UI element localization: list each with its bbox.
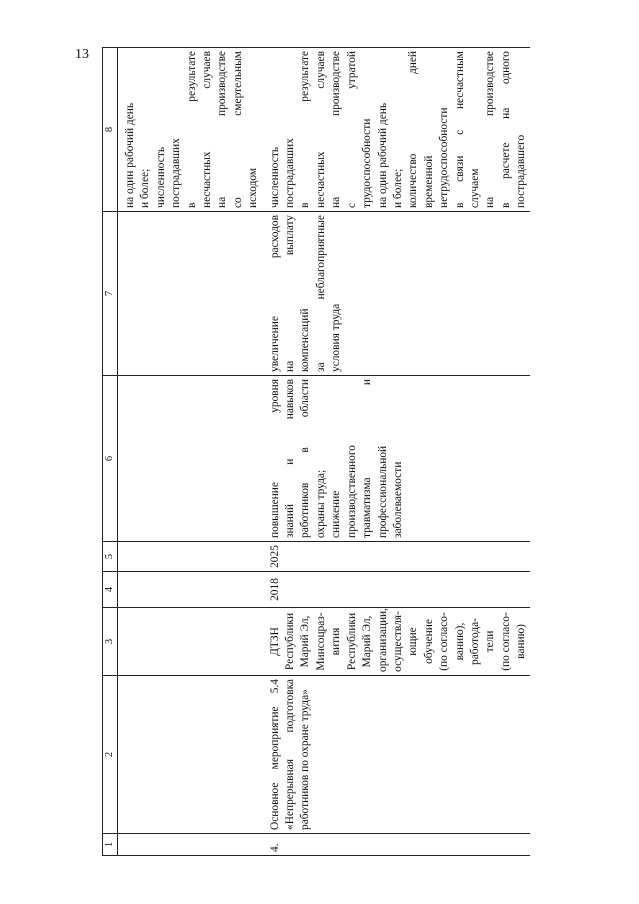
- text-line: производственного: [345, 445, 358, 538]
- header-cell: 4: [103, 572, 118, 608]
- text-line: (по согласо-: [499, 612, 512, 671]
- text-line: пострадавшего: [515, 134, 528, 208]
- text-line: в расчете на одного: [499, 51, 512, 208]
- text-line: за неблагоприятные: [314, 215, 327, 372]
- header-cell: 8: [103, 48, 118, 212]
- continuation-col8: [118, 48, 268, 212]
- text-line: нетрудоспособности: [438, 107, 451, 208]
- text-line: несчастных случаев: [314, 51, 327, 208]
- text-line: на один рабочий день: [124, 102, 136, 208]
- text-line: несчастных случаев: [201, 51, 214, 208]
- text-line: профессиональной: [376, 445, 389, 538]
- measures-table: [102, 47, 530, 856]
- start-year: 2018: [268, 572, 530, 608]
- text-line: в результате: [299, 51, 312, 208]
- text-line: организации,: [376, 608, 389, 672]
- table-header-row: [103, 48, 118, 856]
- text-line: знаний и навыков: [284, 379, 297, 538]
- header-cell: 5: [103, 542, 118, 572]
- text-line: снижение: [330, 490, 343, 538]
- text-line: ющие: [407, 627, 420, 656]
- text-line: вития: [330, 627, 343, 656]
- text-line: обучение: [422, 619, 435, 664]
- text-line: работников в области: [299, 379, 312, 538]
- row-number: 4.: [268, 834, 530, 856]
- header-cell: 1: [103, 834, 118, 856]
- text-line: количество дней: [407, 51, 420, 208]
- text-line: исходом: [247, 167, 260, 208]
- text-line: случаем: [468, 168, 481, 208]
- header-cell: 3: [103, 608, 118, 676]
- text-line: численность: [154, 146, 167, 208]
- text-line: увеличение расходов: [268, 215, 281, 372]
- text-line: «Непрерывная подготовка: [284, 679, 297, 830]
- text-line: работников по охране труда»: [299, 689, 312, 830]
- text-line: ванию),: [453, 622, 466, 661]
- responsible-executor: [268, 608, 530, 676]
- text-line: Основное мероприятие 5.4: [268, 679, 281, 830]
- text-line: компенсаций: [299, 308, 312, 372]
- text-line: с утратой: [345, 51, 358, 208]
- text-line: временной: [422, 155, 435, 208]
- text-line: в связи с несчастным: [453, 51, 466, 208]
- text-line: повышение уровня: [268, 379, 281, 538]
- text-line: травматизма и: [361, 379, 374, 538]
- text-line: заболеваемости: [391, 461, 404, 538]
- text-line: работода-: [468, 618, 481, 665]
- text-line: (по согласо-: [438, 612, 451, 671]
- text-line: и более;: [391, 168, 404, 208]
- text-line: пострадавших: [284, 138, 297, 208]
- header-cell: 2: [103, 676, 118, 834]
- text-line: на производстве: [330, 51, 343, 208]
- text-line: на один рабочий день: [376, 102, 389, 208]
- header-cell: 6: [103, 376, 118, 542]
- text-line: на производстве: [216, 51, 229, 208]
- text-line: трудоспособности: [361, 118, 374, 208]
- text-line: осуществля-: [391, 611, 404, 672]
- text-line: на производстве: [484, 51, 497, 208]
- text-line: численность: [268, 146, 281, 208]
- rotated-page-content: [102, 48, 538, 856]
- text-line: в результате: [185, 51, 198, 208]
- text-line: Марий Эл,: [361, 615, 374, 668]
- text-line: Республики: [345, 612, 358, 671]
- text-line: и более;: [139, 168, 152, 208]
- text-line: тели: [484, 630, 497, 653]
- text-line: со смертельным: [231, 51, 244, 208]
- text-line: Минсоцраз-: [314, 612, 327, 671]
- expected-result: [268, 376, 530, 542]
- text-line: ванию): [515, 624, 528, 659]
- page-number: 13: [75, 47, 89, 62]
- header-cell: 7: [103, 212, 118, 376]
- measure-name: [268, 676, 530, 834]
- text-line: Республики: [284, 612, 297, 671]
- table-row: [268, 48, 530, 856]
- text-line: Марий Эл,: [299, 615, 312, 668]
- continuation-row: [118, 48, 268, 856]
- end-year: 2025: [268, 542, 530, 572]
- related-indicators: [268, 48, 530, 212]
- text-line: условия труда: [330, 303, 343, 372]
- text-line: на выплату: [284, 215, 297, 372]
- text-line: ДТЗН: [268, 627, 281, 656]
- text-line: пострадавших: [170, 138, 183, 208]
- consequences-of-non-implementation: [268, 212, 530, 376]
- text-line: охраны труда;: [314, 469, 327, 538]
